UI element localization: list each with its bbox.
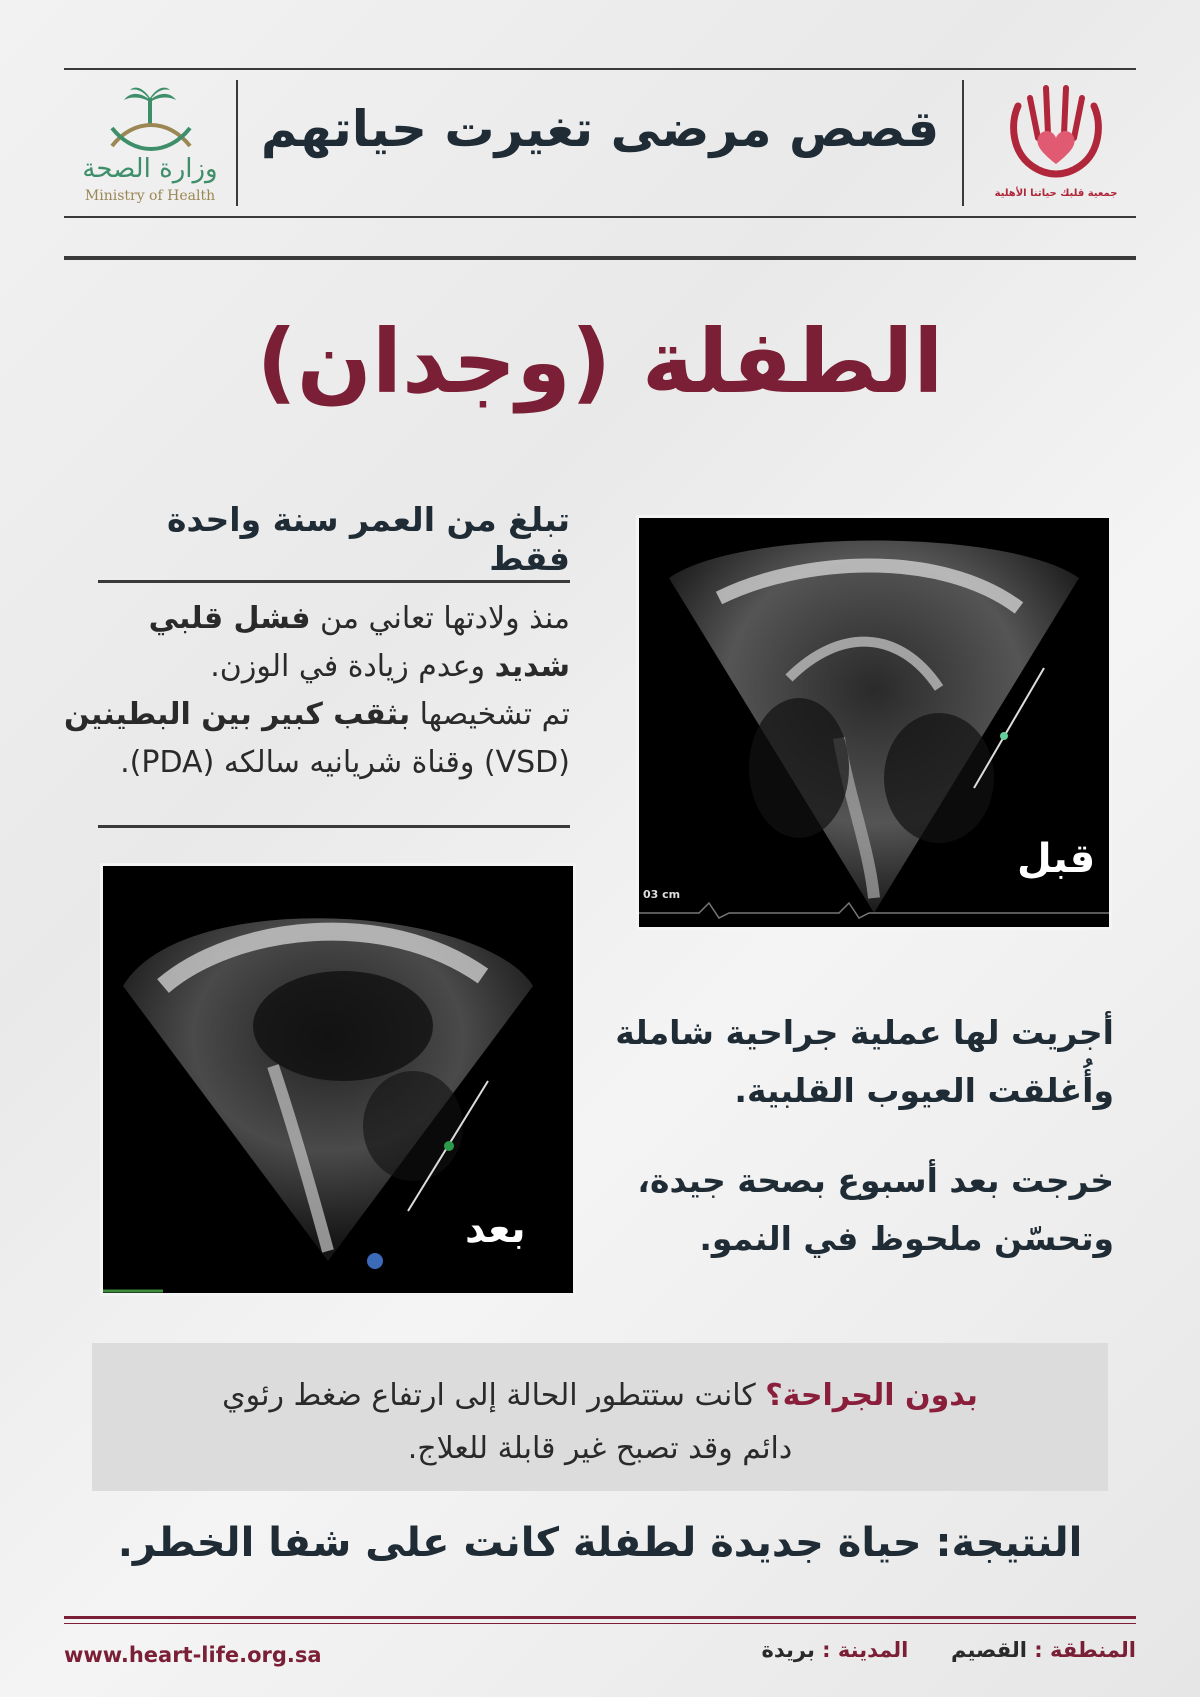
header-top-rule — [64, 68, 1136, 70]
recovery-description — [600, 1152, 1114, 1268]
ministry-name-english: Ministry of Health — [84, 188, 216, 204]
history-text: تم تشخيصها — [410, 697, 570, 732]
header-separator-right — [962, 80, 964, 206]
section-divider — [64, 256, 1136, 260]
charity-heart-logo — [976, 78, 1136, 210]
without-surgery-box — [92, 1343, 1108, 1491]
age-line: تبلغ من العمر سنة واحدة فقط — [166, 500, 570, 578]
website-link[interactable]: www.heart-life.org.sa — [64, 1643, 322, 1667]
ministry-name-arabic: وزارة الصحة — [82, 154, 218, 184]
recovery-line-2: وتحسّن ملحوظ في النمو. — [699, 1219, 1114, 1258]
history-text: وعدم زيادة في الوزن. — [210, 649, 495, 684]
history-text: منذ ولادتها تعاني من — [310, 601, 570, 636]
region-label: المنطقة : — [1034, 1638, 1136, 1662]
footer-rule-top — [64, 1616, 1136, 1619]
city-value: بريدة — [761, 1638, 815, 1662]
history-line-4: (VSD) وقناة شريانيه سالكه (PDA). — [120, 745, 570, 780]
footer-rule-bottom — [64, 1623, 1136, 1624]
footer-location — [761, 1638, 1136, 1662]
warning-highlight: بدون الجراحة؟ — [765, 1378, 978, 1413]
surgery-line-2: وأُغلقت العيوب القلبية. — [734, 1071, 1114, 1110]
hands-heart-icon — [976, 78, 1136, 184]
result-statement: النتيجة: حياة جديدة لطفلة كانت على شفا الخطر. — [117, 1520, 1083, 1566]
patient-title: الطفلة (وجدان) — [256, 310, 944, 413]
echo-image-before — [636, 515, 1112, 930]
echo-image-after — [100, 863, 576, 1296]
city-label: المدينة : — [822, 1638, 909, 1662]
warning-text: كانت ستتطور الحالة إلى ارتفاع ضغط رئوي — [222, 1378, 766, 1413]
history-bold-text: بثقب كبير بين البطينين — [64, 697, 411, 732]
echo-scale-readout: 03 cm — [643, 888, 681, 901]
history-line-2 — [60, 643, 570, 691]
region-value: القصيم — [951, 1638, 1027, 1662]
history-bold-text: شديد — [494, 649, 570, 684]
before-label: قبل — [1017, 836, 1096, 882]
surgery-description — [600, 1004, 1114, 1120]
warning-line-1 — [132, 1369, 1068, 1422]
text-divider-top — [98, 580, 570, 583]
recovery-line-1: خرجت بعد أسبوع بصحة جيدة، — [637, 1161, 1114, 1200]
medical-history-paragraph — [60, 595, 570, 787]
surgery-line-1: أجريت لها عملية جراحية شاملة — [615, 1013, 1114, 1052]
text-divider-bottom — [98, 825, 570, 828]
ministry-of-health-logo — [64, 84, 236, 208]
warning-line-2: دائم وقد تصبح غير قابلة للعلاج. — [407, 1431, 793, 1466]
header-bottom-rule — [64, 216, 1136, 218]
header-separator-left — [236, 80, 238, 206]
palm-swords-emblem-icon — [64, 84, 236, 154]
charity-name: جمعية قلبك حياتنا الأهلية — [994, 188, 1118, 199]
history-line-1 — [60, 595, 570, 643]
page-header-title: قصص مرضى تغيرت حياتهم — [260, 100, 940, 158]
history-bold-text: فشل قلبي — [148, 601, 311, 636]
after-label: بعد — [465, 1206, 526, 1252]
without-surgery-text — [132, 1369, 1068, 1475]
history-line-3 — [60, 691, 570, 739]
